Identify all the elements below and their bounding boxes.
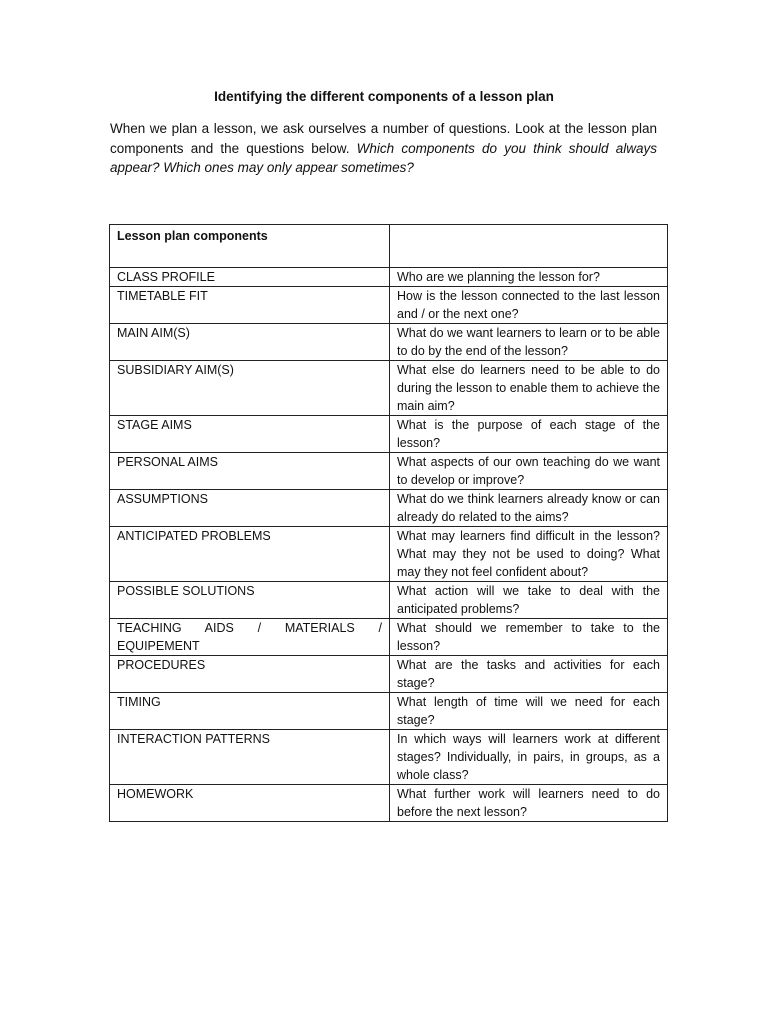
- question-cell: In which ways will learners work at different stages? Individually, in pairs, in groups, as a whole class?: [390, 730, 668, 785]
- component-cell: PROCEDURES: [110, 656, 390, 693]
- question-cell: What may learners find difficult in the lesson? What may they not be used to doing? What may they not feel confident about?: [390, 527, 668, 582]
- question-cell: What do we think learners already know or can already do related to the aims?: [390, 490, 668, 527]
- table-row: [110, 453, 668, 490]
- intro-paragraph: [110, 119, 657, 178]
- table-row: [110, 527, 668, 582]
- table-row: [110, 361, 668, 416]
- table-header-row: [110, 225, 668, 268]
- intro-text: When we plan a lesson, we ask ourselves a number of questions. Look at the lesson plan components and the questions below.: [110, 121, 657, 156]
- question-cell: What length of time will we need for each stage?: [390, 693, 668, 730]
- component-cell: TIMETABLE FIT: [110, 287, 390, 324]
- table-row: [110, 656, 668, 693]
- component-cell: HOMEWORK: [110, 785, 390, 822]
- table-row: [110, 324, 668, 361]
- component-cell: STAGE AIMS: [110, 416, 390, 453]
- component-cell: SUBSIDIARY AIM(S): [110, 361, 390, 416]
- component-cell: ANTICIPATED PROBLEMS: [110, 527, 390, 582]
- table-row: [110, 490, 668, 527]
- question-cell: What is the purpose of each stage of the lesson?: [390, 416, 668, 453]
- table-row: [110, 730, 668, 785]
- header-questions: [390, 225, 668, 268]
- question-cell: Who are we planning the lesson for?: [390, 268, 668, 287]
- component-cell: PERSONAL AIMS: [110, 453, 390, 490]
- component-cell: POSSIBLE SOLUTIONS: [110, 582, 390, 619]
- question-cell: What action will we take to deal with the anticipated problems?: [390, 582, 668, 619]
- question-cell: What are the tasks and activities for each stage?: [390, 656, 668, 693]
- table-row: [110, 785, 668, 822]
- component-cell: MAIN AIM(S): [110, 324, 390, 361]
- table-row: [110, 693, 668, 730]
- component-cell: CLASS PROFILE: [110, 268, 390, 287]
- component-cell: INTERACTION PATTERNS: [110, 730, 390, 785]
- component-cell: ASSUMPTIONS: [110, 490, 390, 527]
- table-row: [110, 619, 668, 656]
- question-cell: What further work will learners need to do before the next lesson?: [390, 785, 668, 822]
- table-row: [110, 416, 668, 453]
- page-title: Identifying the different components of a lesson plan: [214, 89, 554, 104]
- table-row: [110, 582, 668, 619]
- lesson-plan-table-body: [110, 225, 668, 822]
- table-row: [110, 268, 668, 287]
- question-cell: How is the lesson connected to the last lesson and / or the next one?: [390, 287, 668, 324]
- question-cell: What do we want learners to learn or to be able to do by the end of the lesson?: [390, 324, 668, 361]
- intro-questions: Which components do you think should always appear? Which ones may only appear sometimes?: [110, 140, 657, 175]
- header-components: Lesson plan components: [110, 225, 390, 268]
- component-cell: TEACHING AIDS / MATERIALS / EQUIPEMENT: [110, 619, 390, 656]
- component-cell: TIMING: [110, 693, 390, 730]
- table-row: [110, 287, 668, 324]
- lesson-plan-table: [109, 224, 668, 822]
- question-cell: What should we remember to take to the lesson?: [390, 619, 668, 656]
- question-cell: What else do learners need to be able to do during the lesson to enable them to achieve the main aim?: [390, 361, 668, 416]
- question-cell: What aspects of our own teaching do we want to develop or improve?: [390, 453, 668, 490]
